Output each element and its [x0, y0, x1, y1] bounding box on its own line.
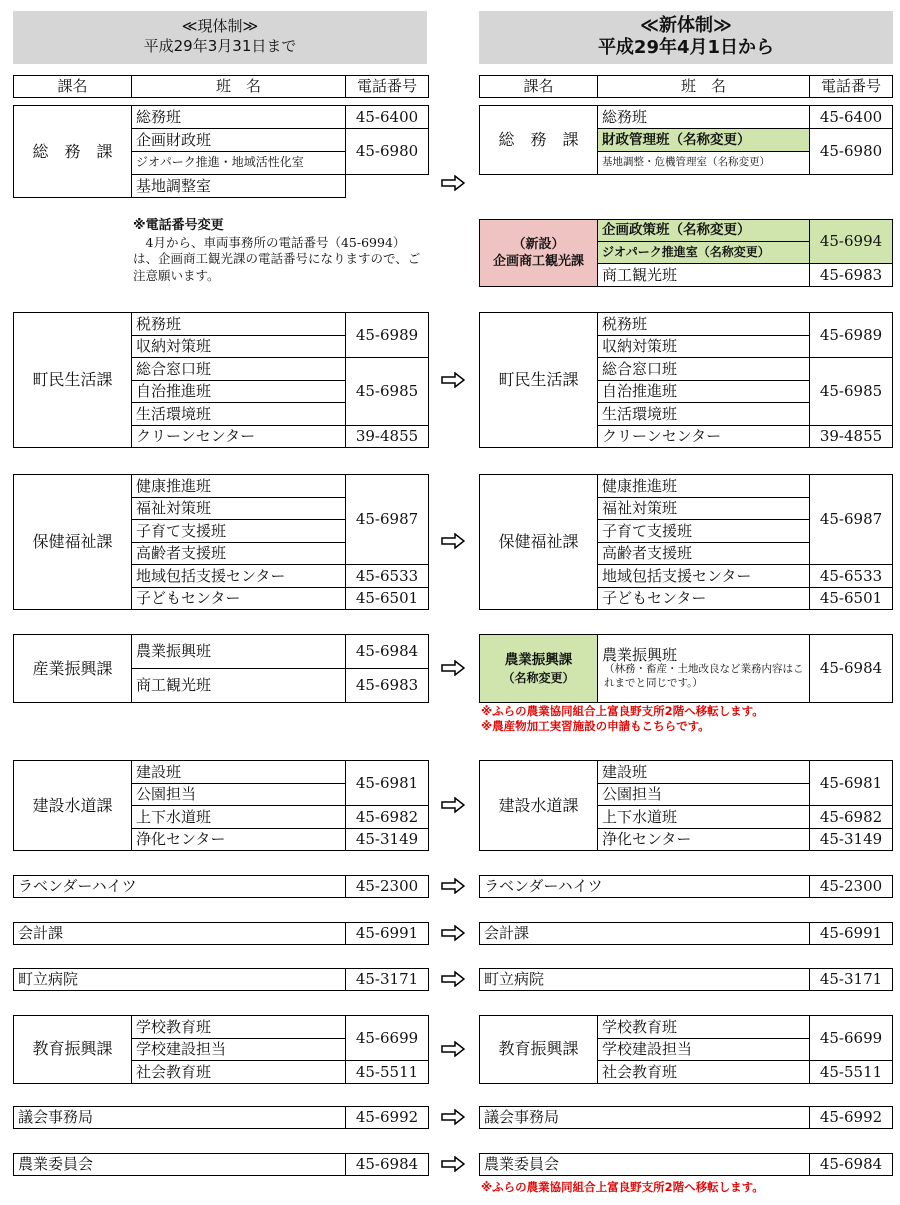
team-name: 自治推進班	[598, 380, 810, 403]
phone-number: 45-6982	[346, 806, 429, 829]
phone-number: 45-6980	[346, 129, 429, 175]
kensetsu-old-table	[13, 760, 429, 851]
team-name: 公園担当	[132, 783, 346, 806]
right-arrow-icon	[441, 372, 465, 388]
new-system-date: 平成29年4月1日から	[597, 37, 775, 58]
nogyo-iinkai-new	[479, 1153, 893, 1176]
team-name: 企画財政班	[132, 129, 346, 152]
phone-number: 45-6987	[810, 475, 893, 565]
team-name: 農業振興班	[602, 645, 678, 664]
office-name: 町立病院	[480, 969, 810, 991]
phone-number: 45-6989	[346, 313, 429, 358]
column-phone: 電話番号	[346, 76, 429, 98]
team-name: 総務班	[598, 106, 810, 129]
somu-new-table	[479, 105, 893, 175]
office-name: 農業委員会	[480, 1154, 810, 1176]
column-section: 課名	[14, 76, 132, 98]
column-section: 課名	[480, 76, 598, 98]
kyoiku-new-table	[479, 1015, 893, 1084]
phone-number: 45-3171	[810, 969, 893, 991]
team-name: 学校教育班	[132, 1016, 346, 1039]
office-name: ラベンダーハイツ	[14, 876, 346, 898]
section-name: 産業振興課	[14, 635, 132, 703]
phone-number: 45-6533	[346, 565, 429, 588]
right-arrow-icon	[441, 1156, 465, 1172]
office-name: 会計課	[14, 923, 346, 945]
phone-number: 45-6982	[810, 806, 893, 829]
iinkai-relocation-note: ※ふらの農業協同組合上富良野支所2階へ移転します。	[481, 1180, 764, 1194]
team-name: 健康推進班	[598, 475, 810, 498]
phone-number: 45-6992	[810, 1107, 893, 1129]
new-section-tag: （新設）	[512, 237, 565, 252]
phone-number: 45-6994	[810, 220, 893, 264]
phone-number: 45-2300	[810, 876, 893, 898]
column-phone: 電話番号	[810, 76, 893, 98]
phone-number: 45-5511	[346, 1061, 429, 1084]
empty-cell	[346, 175, 429, 198]
team-name: 地域包括支援センター	[132, 565, 346, 588]
phone-number: 45-6981	[810, 761, 893, 806]
team-name: 基地調整・危機管理室（名称変更）	[598, 152, 810, 175]
team-name-renamed: ジオパーク推進室（名称変更）	[598, 242, 810, 264]
office-name: 議会事務局	[480, 1107, 810, 1129]
team-name: 高齢者支援班	[598, 542, 810, 565]
gikai-old	[13, 1106, 429, 1129]
section-name: 農業振興課	[504, 651, 573, 668]
team-name: 建設班	[598, 761, 810, 784]
relocation-note: ※ふらの農業協同組合上富良野支所2階へ移転します。	[481, 704, 764, 718]
new-section	[480, 220, 598, 287]
team-name: 建設班	[132, 761, 346, 784]
team-name: 生活環境班	[132, 403, 346, 426]
hoken-new-table	[479, 474, 893, 610]
office-name: 議会事務局	[14, 1107, 346, 1129]
team-name: 学校建設担当	[598, 1038, 810, 1061]
phone-number: 45-6400	[810, 106, 893, 129]
right-arrow-icon	[441, 1109, 465, 1125]
renamed-section	[480, 635, 598, 703]
phone-number: 45-6400	[346, 106, 429, 129]
phone-number: 45-6984	[810, 1154, 893, 1176]
team-name: 地域包括支援センター	[598, 565, 810, 588]
team-note: （林務・畜産・土地改良など業務内容はこれまでと同じです。）	[604, 662, 804, 689]
column-header-new	[479, 75, 893, 98]
office-name: 農業委員会	[14, 1154, 346, 1176]
team-name: 学校教育班	[598, 1016, 810, 1039]
section-name: 建設水道課	[480, 761, 598, 851]
current-system-title: ≪現体制≫	[181, 17, 259, 35]
phone-number: 45-6501	[810, 587, 893, 610]
facility-note: ※農産物加工実習施設の申請もこちらです。	[481, 719, 710, 733]
kyoiku-old-table	[13, 1015, 429, 1084]
phone-number: 45-6983	[346, 669, 429, 703]
team-name: 健康推進班	[132, 475, 346, 498]
team-name: 収納対策班	[132, 335, 346, 358]
kaikei-old	[13, 922, 429, 945]
right-arrow-icon	[441, 797, 465, 813]
right-arrow-icon	[441, 660, 465, 676]
team-name: 税務班	[598, 313, 810, 336]
team-name: 子どもセンター	[598, 587, 810, 610]
phone-number: 45-6987	[346, 475, 429, 565]
phone-number: 45-3171	[346, 969, 429, 991]
right-arrow-icon	[441, 1041, 465, 1057]
team-name: 子育て支援班	[598, 520, 810, 543]
sangyo-old-table	[13, 634, 429, 703]
kaikei-new	[479, 922, 893, 945]
team-name: 福祉対策班	[598, 497, 810, 520]
team-name: 総務班	[132, 106, 346, 129]
right-arrow-icon	[441, 971, 465, 987]
hospital-new	[479, 968, 893, 991]
column-team: 班 名	[598, 76, 810, 98]
phone-number: 45-6992	[346, 1107, 429, 1129]
team-name: 収納対策班	[598, 335, 810, 358]
phone-number: 45-6981	[346, 761, 429, 806]
phone-number: 45-6985	[810, 358, 893, 426]
phone-number: 39-4855	[346, 425, 429, 448]
chomin-old-table	[13, 312, 429, 448]
team-name: 農業振興班	[132, 635, 346, 669]
team-name: 高齢者支援班	[132, 542, 346, 565]
lavender-old	[13, 875, 429, 898]
section-name: 教育振興課	[14, 1016, 132, 1084]
rename-tag: （名称変更）	[502, 670, 575, 685]
section-name: 総 務 課	[480, 106, 598, 175]
team-name: ジオパーク推進・地域活性化室	[132, 152, 346, 175]
phone-number: 45-6699	[346, 1016, 429, 1061]
phone-number: 39-4855	[810, 425, 893, 448]
team-name: 子育て支援班	[132, 520, 346, 543]
team-name: 税務班	[132, 313, 346, 336]
phone-number: 45-6985	[346, 358, 429, 426]
current-system-date: 平成29年3月31日まで	[143, 37, 297, 55]
right-arrow-icon	[441, 175, 465, 191]
team-cell	[598, 635, 810, 703]
phone-number: 45-6984	[810, 635, 893, 703]
column-team: 班 名	[132, 76, 346, 98]
section-name: 建設水道課	[14, 761, 132, 851]
team-name: 公園担当	[598, 783, 810, 806]
team-name: 浄化センター	[598, 828, 810, 851]
team-name: 社会教育班	[598, 1061, 810, 1084]
nogyo-iinkai-old	[13, 1153, 429, 1176]
phone-number: 45-6533	[810, 565, 893, 588]
somu-old-table	[13, 105, 429, 198]
chomin-new-table	[479, 312, 893, 448]
hoken-old-table	[13, 474, 429, 610]
right-arrow-icon	[441, 533, 465, 549]
right-arrow-icon	[441, 925, 465, 941]
team-name: 商工観光班	[132, 669, 346, 703]
team-name: クリーンセンター	[598, 425, 810, 448]
team-name: 総合窓口班	[598, 358, 810, 381]
right-arrow-icon	[441, 878, 465, 894]
section-name: 保健福祉課	[14, 475, 132, 610]
team-name: 商工観光班	[598, 264, 810, 287]
team-name: 基地調整室	[132, 175, 346, 198]
hospital-old	[13, 968, 429, 991]
kensetsu-new-table	[479, 760, 893, 851]
office-name: 町立病院	[14, 969, 346, 991]
section-name: 町民生活課	[480, 313, 598, 448]
phone-number: 45-2300	[346, 876, 429, 898]
team-name: 学校建設担当	[132, 1038, 346, 1061]
new-system-title: ≪新体制≫	[640, 15, 732, 36]
phone-number: 45-6984	[346, 1154, 429, 1176]
phone-number: 45-6991	[810, 923, 893, 945]
team-name: クリーンセンター	[132, 425, 346, 448]
team-name: 社会教育班	[132, 1061, 346, 1084]
section-name: 保健福祉課	[480, 475, 598, 610]
new-section-name: 企画商工観光課	[492, 254, 584, 269]
gikai-new	[479, 1106, 893, 1129]
phone-number: 45-6991	[346, 923, 429, 945]
phone-number: 45-6983	[810, 264, 893, 287]
team-name: 福祉対策班	[132, 497, 346, 520]
kikaku-new-table	[479, 219, 893, 287]
phone-number: 45-6501	[346, 587, 429, 610]
phone-number: 45-6984	[346, 635, 429, 669]
team-name: 総合窓口班	[132, 358, 346, 381]
team-name: 上下水道班	[132, 806, 346, 829]
section-name: 町民生活課	[14, 313, 132, 448]
team-name-renamed: 財政管理班（名称変更）	[598, 129, 810, 152]
team-name: 自治推進班	[132, 380, 346, 403]
section-name: 教育振興課	[480, 1016, 598, 1084]
team-name: 生活環境班	[598, 403, 810, 426]
phone-number: 45-3149	[346, 828, 429, 851]
column-header-old	[13, 75, 429, 98]
team-name-renamed: 企画政策班（名称変更）	[598, 220, 810, 242]
phone-number: 45-3149	[810, 828, 893, 851]
team-name: 浄化センター	[132, 828, 346, 851]
phone-number: 45-6980	[810, 129, 893, 175]
phone-number: 45-6989	[810, 313, 893, 358]
phone-number: 45-6699	[810, 1016, 893, 1061]
note-body: 4月から、車両事務所の電話番号（45-6994）は、企画商工観光課の電話番号になりますので、ご注意願います。	[133, 234, 421, 283]
nogyo-new-table	[479, 634, 893, 703]
team-name: 子どもセンター	[132, 587, 346, 610]
new-system-header	[479, 11, 893, 64]
office-name: ラベンダーハイツ	[480, 876, 810, 898]
phone-change-note	[133, 218, 423, 284]
section-name: 総 務 課	[14, 106, 132, 198]
office-name: 会計課	[480, 923, 810, 945]
team-name: 上下水道班	[598, 806, 810, 829]
note-title: ※電話番号変更	[133, 218, 224, 233]
lavender-new	[479, 875, 893, 898]
current-system-header	[13, 11, 427, 64]
phone-number: 45-5511	[810, 1061, 893, 1084]
